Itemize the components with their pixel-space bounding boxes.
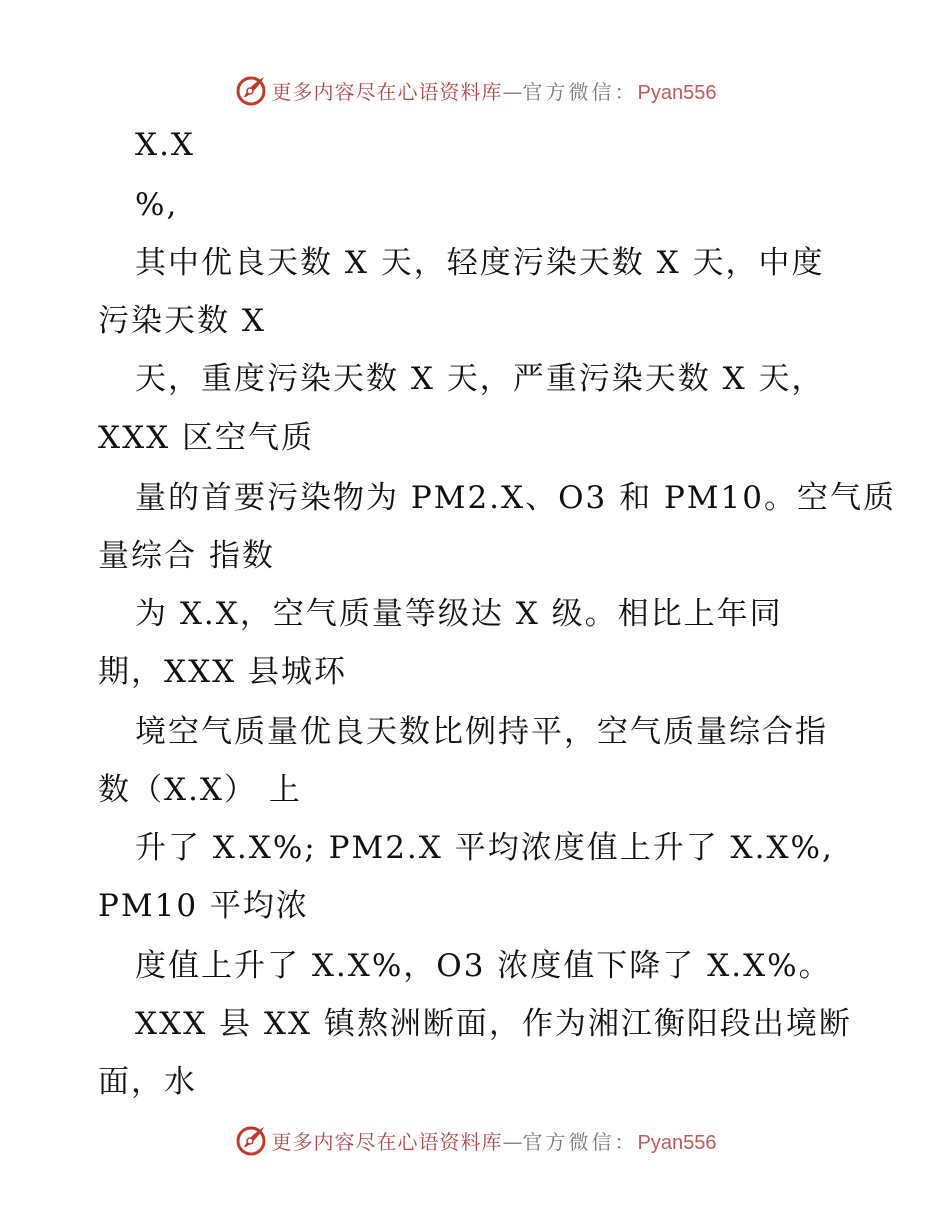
body-line-14: PM10 平均浓 xyxy=(98,888,309,924)
body-line-2: %, xyxy=(135,187,179,223)
body-line-10: 期，XXX 县城环 xyxy=(98,654,348,690)
feather-pen-circle-icon xyxy=(234,1123,268,1157)
body-line-13: 升了 X.X%; PM2.X 平均浓度值上升了 X.X%, xyxy=(135,830,834,866)
body-line-1: X.X xyxy=(135,127,195,163)
body-line-9: 为 X.X，空气质量等级达 X 级。相比上年同 xyxy=(135,596,783,632)
body-line-12: 数（X.X） 上 xyxy=(98,772,302,808)
body-line-7: 量的首要污染物为 PM2.X、O3 和 PM10。空气质 xyxy=(135,480,896,516)
body-line-3: 其中优良天数 X 天，轻度污染天数 X 天，中度 xyxy=(135,245,825,281)
body-line-16: XXX 县 XX 镇熬洲断面，作为湘江衡阳段出境断 xyxy=(135,1006,852,1042)
watermark-wechat-id: Pyan556 xyxy=(637,1131,717,1154)
body-line-11: 境空气质量优良天数比例持平，空气质量综合指 xyxy=(135,714,828,750)
watermark-official-label: 官方微信： xyxy=(522,1129,638,1154)
watermark-dash: — xyxy=(502,1129,523,1154)
watermark-site-name: 更多内容尽在心语资料库 xyxy=(271,79,503,104)
watermark-site-name: 更多内容尽在心语资料库 xyxy=(271,1129,503,1154)
footer-watermark xyxy=(0,1120,950,1160)
body-line-8: 量综合 指数 xyxy=(98,538,275,574)
watermark-wechat-id: Pyan556 xyxy=(637,81,717,104)
footer-watermark-text xyxy=(272,1126,717,1155)
body-line-17: 面，水 xyxy=(98,1064,197,1100)
watermark-official-label: 官方微信： xyxy=(522,79,638,104)
body-line-6: XXX 区空气质 xyxy=(98,420,315,456)
watermark-dash: — xyxy=(502,79,523,104)
body-line-4: 污染天数 X xyxy=(98,303,266,339)
body-line-5: 天，重度污染天数 X 天，严重污染天数 X 天， xyxy=(135,361,825,397)
body-line-15: 度值上升了 X.X%，O3 浓度值下降了 X.X%。 xyxy=(135,948,832,984)
